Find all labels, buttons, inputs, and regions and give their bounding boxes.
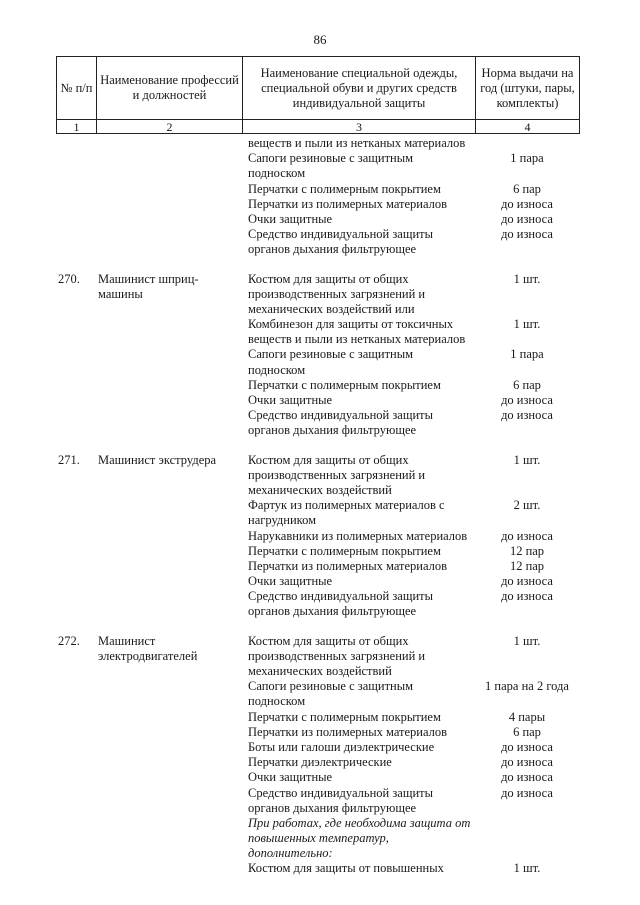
column-number-3: 3 xyxy=(243,120,476,134)
profession-line xyxy=(96,770,242,785)
entry-number xyxy=(56,710,96,725)
ppe-item: Перчатки с полимерным покрытием xyxy=(248,377,441,392)
profession-line xyxy=(96,197,242,212)
profession-line xyxy=(96,317,242,332)
issue-norm xyxy=(475,513,579,528)
ppe-item: Перчатки из полимерных материалов xyxy=(248,196,448,211)
issue-norm: до износа xyxy=(501,785,553,800)
profession-line xyxy=(96,408,242,423)
entry-number xyxy=(56,227,96,242)
page-number: 86 xyxy=(313,32,327,47)
item-line xyxy=(56,801,579,816)
entry-number xyxy=(56,347,96,362)
entry-number xyxy=(56,468,96,483)
ppe-item: дополнительно: xyxy=(248,846,333,861)
issue-norm: 1 шт. xyxy=(513,452,541,467)
ppe-item: Перчатки из полимерных материалов xyxy=(248,724,448,739)
item-line xyxy=(56,302,579,317)
ppe-item: Очки защитные xyxy=(248,393,333,407)
profession-line xyxy=(96,589,242,604)
ppe-item: Боты или галоши диэлектрические xyxy=(248,739,435,754)
ppe-item: механических воздействий xyxy=(248,482,392,497)
header-norm: Норма выдачи на год (штуки, пары, комплекты) xyxy=(476,57,580,120)
ppe-item: Очки защитные xyxy=(248,770,333,785)
ppe-item: Костюм для защиты от общих xyxy=(248,452,409,467)
ppe-item: производственных загрязнений и xyxy=(248,467,426,482)
item-line xyxy=(56,363,579,378)
profession-line: машины xyxy=(98,286,143,301)
entry-number xyxy=(56,423,96,438)
issue-norm: 4 пары xyxy=(508,709,546,724)
profession-line xyxy=(96,574,242,589)
issue-norm xyxy=(475,136,579,151)
entry-number xyxy=(56,197,96,212)
ppe-item: Очки защитные xyxy=(248,574,333,589)
issue-norm: до износа xyxy=(501,755,553,770)
issue-norm xyxy=(475,816,579,831)
item-line xyxy=(56,634,579,649)
issue-norm: 6 пар xyxy=(513,724,541,739)
profession-line: Машинист xyxy=(98,633,156,648)
item-line xyxy=(56,498,579,513)
item-line xyxy=(56,227,579,242)
ppe-item: производственных загрязнений и xyxy=(248,648,426,663)
profession-line xyxy=(96,604,242,619)
item-line xyxy=(56,483,579,498)
issue-norm xyxy=(475,302,579,317)
item-line xyxy=(56,408,579,423)
profession-line xyxy=(96,861,242,876)
issue-norm: 1 шт. xyxy=(513,861,541,876)
ppe-item: Перчатки с полимерным покрытием xyxy=(248,181,441,196)
item-line xyxy=(56,831,579,846)
entry-number xyxy=(56,242,96,257)
column-number-4: 4 xyxy=(476,120,580,134)
issue-norm: до износа xyxy=(501,528,553,543)
issue-norm xyxy=(475,664,579,679)
item-line xyxy=(56,770,579,785)
entry-number: 272. xyxy=(58,633,80,648)
profession-line xyxy=(96,151,242,166)
issue-norm: до износа xyxy=(501,211,553,226)
item-line xyxy=(56,649,579,664)
item-line xyxy=(56,272,579,287)
table-body xyxy=(56,136,579,877)
profession-line xyxy=(96,786,242,801)
item-line xyxy=(56,861,579,876)
profession-line xyxy=(96,302,242,317)
profession-line xyxy=(96,212,242,227)
entry-number xyxy=(56,136,96,151)
profession-line xyxy=(96,468,242,483)
profession-line xyxy=(96,559,242,574)
profession-line xyxy=(96,694,242,709)
ppe-item: При работах, где необходима защита от xyxy=(248,815,471,830)
issue-norm: 1 шт. xyxy=(513,317,541,332)
issue-norm xyxy=(475,483,579,498)
issue-norm xyxy=(475,649,579,664)
ppe-item: органов дыхания фильтрующее xyxy=(248,423,417,438)
item-line xyxy=(56,846,579,861)
item-line xyxy=(56,151,579,166)
item-line xyxy=(56,664,579,679)
ppe-item: Перчатки диэлектрические xyxy=(248,755,392,770)
entry-number xyxy=(56,861,96,876)
item-line xyxy=(56,710,579,725)
entry-number xyxy=(56,332,96,347)
issue-norm xyxy=(475,242,579,257)
ppe-item: Средство индивидуальной защиты xyxy=(248,227,434,242)
ppe-item: Нарукавники из полимерных материалов xyxy=(248,528,468,543)
issue-norm xyxy=(475,468,579,483)
ppe-item: Костюм для защиты от общих xyxy=(248,633,409,648)
item-line xyxy=(56,725,579,740)
entry-number: 270. xyxy=(58,271,80,286)
ppe-item: веществ и пыли из нетканых материалов xyxy=(248,332,466,347)
entry-number xyxy=(56,574,96,589)
ppe-item: Средство индивидуальной защиты xyxy=(248,589,434,604)
entry-number xyxy=(56,755,96,770)
table-row xyxy=(56,634,579,877)
profession-line: электродвигателей xyxy=(98,648,198,663)
ppe-item: Средство индивидуальной защиты xyxy=(248,785,434,800)
item-line xyxy=(56,332,579,347)
profession-line xyxy=(96,332,242,347)
profession-line xyxy=(96,846,242,861)
entry-number xyxy=(56,740,96,755)
entry-number xyxy=(56,679,96,694)
profession-line xyxy=(96,227,242,242)
issue-norm: 1 шт. xyxy=(513,633,541,648)
issue-norm: 1 пара на 2 года xyxy=(485,679,569,694)
item-line xyxy=(56,679,579,694)
profession-line xyxy=(96,347,242,362)
issue-norm: 2 шт. xyxy=(513,498,541,513)
table-row xyxy=(56,453,579,620)
item-line xyxy=(56,242,579,257)
issue-norm xyxy=(475,332,579,347)
issue-norm xyxy=(475,694,579,709)
entry-number xyxy=(56,544,96,559)
ppe-item: подноском xyxy=(248,166,306,181)
item-line xyxy=(56,182,579,197)
item-line xyxy=(56,544,579,559)
header-profession: Наименование профессий и должностей xyxy=(97,57,243,120)
profession-line xyxy=(96,182,242,197)
entry-number xyxy=(56,317,96,332)
profession-line xyxy=(96,831,242,846)
header-item: Наименование специальной одежды, специальной обуви и других средств индивидуальной защиты xyxy=(243,57,476,120)
issue-norm: до износа xyxy=(501,589,553,604)
ppe-item: Сапоги резиновые с защитным xyxy=(248,679,414,694)
profession-line: Машинист экструдера xyxy=(98,452,217,467)
issue-norm: до износа xyxy=(501,770,553,785)
ppe-item: подноском xyxy=(248,362,306,377)
issue-norm xyxy=(475,846,579,861)
item-line xyxy=(56,197,579,212)
item-line xyxy=(56,604,579,619)
entry-number xyxy=(56,649,96,664)
issue-norm xyxy=(475,423,579,438)
ppe-item: органов дыхания фильтрующее xyxy=(248,800,417,815)
ppe-item: Перчатки с полимерным покрытием xyxy=(248,709,441,724)
issue-norm: до износа xyxy=(501,196,553,211)
profession-line xyxy=(96,423,242,438)
item-line xyxy=(56,212,579,227)
profession-line xyxy=(96,755,242,770)
profession-line xyxy=(96,740,242,755)
entry-number xyxy=(56,408,96,423)
issue-norm: 6 пар xyxy=(513,181,541,196)
item-line xyxy=(56,694,579,709)
issue-norm: 12 пар xyxy=(509,558,545,573)
item-line xyxy=(56,513,579,528)
issue-norm xyxy=(475,831,579,846)
item-line xyxy=(56,453,579,468)
table-header xyxy=(56,56,580,134)
entry-number xyxy=(56,831,96,846)
issue-norm: 12 пар xyxy=(509,543,545,558)
entry-number xyxy=(56,589,96,604)
item-line xyxy=(56,740,579,755)
issue-norm: до износа xyxy=(501,408,553,423)
item-line xyxy=(56,529,579,544)
ppe-item: нагрудником xyxy=(248,513,317,528)
ppe-item: Фартук из полимерных материалов с xyxy=(248,498,445,513)
entry-number xyxy=(56,378,96,393)
issue-norm: до износа xyxy=(501,393,553,407)
profession-line xyxy=(96,498,242,513)
issue-norm: 1 пара xyxy=(510,347,544,362)
entry-number xyxy=(56,559,96,574)
entry-number xyxy=(56,529,96,544)
item-line xyxy=(56,317,579,332)
item-line xyxy=(56,786,579,801)
issue-norm xyxy=(475,363,579,378)
profession-line xyxy=(96,816,242,831)
profession-line xyxy=(96,393,242,408)
column-number-2: 2 xyxy=(97,120,243,134)
issue-norm: до износа xyxy=(501,227,553,242)
item-line xyxy=(56,347,579,362)
ppe-item: Средство индивидуальной защиты xyxy=(248,408,434,423)
profession-line xyxy=(96,801,242,816)
ppe-item: Перчатки из полимерных материалов xyxy=(248,558,448,573)
ppe-item: органов дыхания фильтрующее xyxy=(248,242,417,257)
entry-gap xyxy=(56,620,579,634)
entry-number xyxy=(56,212,96,227)
entry-number xyxy=(56,725,96,740)
ppe-item: повышенных температур, xyxy=(248,831,389,846)
entry-number xyxy=(56,664,96,679)
profession-line xyxy=(96,725,242,740)
entry-number xyxy=(56,363,96,378)
entry-number xyxy=(56,801,96,816)
entry-number xyxy=(56,694,96,709)
profession-line xyxy=(96,513,242,528)
issue-norm xyxy=(475,801,579,816)
ppe-item: Костюм для защиты от повышенных xyxy=(248,861,444,876)
ppe-item: Очки защитные xyxy=(248,211,333,226)
entry-number xyxy=(56,151,96,166)
item-line xyxy=(56,559,579,574)
entry-number xyxy=(56,846,96,861)
profession-line xyxy=(96,529,242,544)
profession-line xyxy=(96,710,242,725)
entry-number xyxy=(56,302,96,317)
profession-line xyxy=(96,242,242,257)
profession-line xyxy=(96,166,242,181)
entry-number xyxy=(56,786,96,801)
entry-number xyxy=(56,513,96,528)
profession-line xyxy=(96,363,242,378)
entry-number xyxy=(56,770,96,785)
ppe-item: механических воздействий или xyxy=(248,301,415,316)
ppe-item: Сапоги резиновые с защитным xyxy=(248,347,414,362)
ppe-item: производственных загрязнений и xyxy=(248,286,426,301)
entry-gap xyxy=(56,258,579,272)
ppe-item: механических воздействий xyxy=(248,664,392,678)
ppe-item: веществ и пыли из нетканых материалов xyxy=(248,136,466,150)
issue-norm: 6 пар xyxy=(513,377,541,392)
item-line xyxy=(56,378,579,393)
entry-number xyxy=(56,182,96,197)
ppe-item: Перчатки с полимерным покрытием xyxy=(248,543,441,558)
entry-gap xyxy=(56,439,579,453)
continued-entry xyxy=(56,136,579,258)
item-line xyxy=(56,574,579,589)
issue-norm: 1 шт. xyxy=(513,271,541,286)
issue-norm: до износа xyxy=(501,739,553,754)
item-line xyxy=(56,423,579,438)
item-line xyxy=(56,816,579,831)
entry-number xyxy=(56,483,96,498)
item-line xyxy=(56,166,579,181)
ppe-item: Костюм для защиты от общих xyxy=(248,271,409,286)
entry-number xyxy=(56,166,96,181)
issue-norm: 1 пара xyxy=(510,151,544,166)
profession-line xyxy=(96,483,242,498)
issue-norm: до износа xyxy=(501,574,553,589)
item-line xyxy=(56,287,579,302)
ppe-item: подноском xyxy=(248,694,306,709)
ppe-item: Сапоги резиновые с защитным xyxy=(248,151,414,166)
entry-number xyxy=(56,287,96,302)
entry-number xyxy=(56,604,96,619)
header-number: № п/п xyxy=(57,57,97,120)
item-line xyxy=(56,393,579,408)
issue-norm xyxy=(475,287,579,302)
issue-norm xyxy=(475,166,579,181)
table-row xyxy=(56,272,579,439)
profession-line xyxy=(96,664,242,679)
item-line xyxy=(56,589,579,604)
ppe-item: органов дыхания фильтрующее xyxy=(248,604,417,619)
item-line xyxy=(56,136,579,151)
column-number-1: 1 xyxy=(57,120,97,134)
issue-norm xyxy=(475,604,579,619)
profession-line: Машинист шприц- xyxy=(98,271,199,286)
entry-number: 271. xyxy=(58,452,80,467)
profession-line xyxy=(96,136,242,151)
profession-line xyxy=(96,679,242,694)
profession-line xyxy=(96,378,242,393)
entry-number xyxy=(56,393,96,408)
entry-number xyxy=(56,816,96,831)
item-line xyxy=(56,468,579,483)
item-line xyxy=(56,755,579,770)
entry-number xyxy=(56,498,96,513)
profession-line xyxy=(96,544,242,559)
ppe-item: Комбинезон для защиты от токсичных xyxy=(248,317,454,332)
